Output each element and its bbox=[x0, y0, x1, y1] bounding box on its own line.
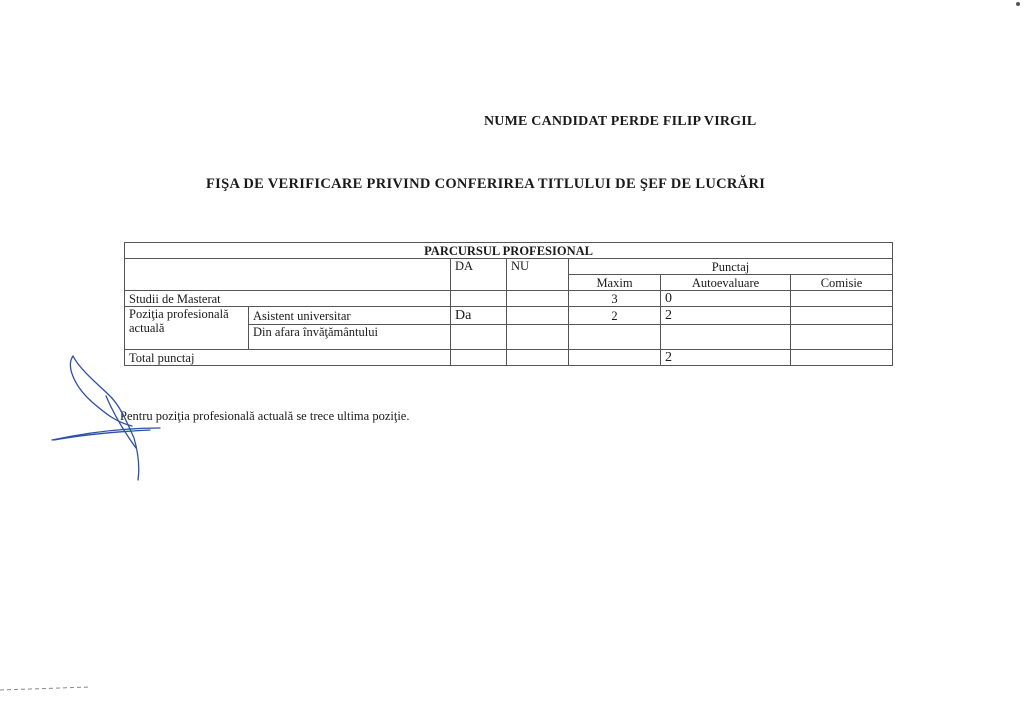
header-autoevaluare: Autoevaluare bbox=[661, 275, 791, 291]
cell-comisie bbox=[791, 291, 893, 307]
cell-autoevaluare bbox=[661, 325, 791, 350]
cell-da: Da bbox=[451, 307, 507, 325]
cell-nu bbox=[507, 350, 569, 366]
row-label: Poziţia profesională actuală bbox=[125, 307, 249, 350]
cell-comisie bbox=[791, 325, 893, 350]
cell-autoevaluare: 0 bbox=[661, 291, 791, 307]
option-label: Asistent universitar bbox=[249, 307, 451, 325]
cell-maxim: 2 bbox=[569, 307, 661, 325]
header-nu: NU bbox=[507, 259, 569, 291]
cell-autoevaluare: 2 bbox=[661, 307, 791, 325]
table-title-row bbox=[125, 243, 893, 259]
header-blank-cell bbox=[125, 259, 451, 291]
cell-da bbox=[451, 291, 507, 307]
footnote: Pentru poziţia profesională actuală se trece ultima poziţie. bbox=[120, 409, 410, 423]
cell-nu bbox=[507, 307, 569, 325]
header-da: DA bbox=[451, 259, 507, 291]
cell-maxim: 3 bbox=[569, 291, 661, 307]
cell-maxim bbox=[569, 325, 661, 350]
cell-comisie bbox=[791, 350, 893, 366]
table-row-total bbox=[125, 350, 893, 366]
scan-speck bbox=[1014, 0, 1022, 10]
handwritten-signature bbox=[40, 352, 180, 487]
row-label: Total punctaj bbox=[125, 350, 451, 366]
cell-autoevaluare: 2 bbox=[661, 350, 791, 366]
form-title: FIŞA DE VERIFICARE PRIVIND CONFERIREA TITLULUI DE ŞEF DE LUCRĂRI bbox=[206, 176, 766, 192]
scan-edge-marks bbox=[0, 684, 110, 696]
header-comisie: Comisie bbox=[791, 275, 893, 291]
table-row-pozitie-1 bbox=[125, 307, 893, 325]
header-maxim: Maxim bbox=[569, 275, 661, 291]
cell-maxim bbox=[569, 350, 661, 366]
candidate-name: NUME CANDIDAT PERDE FILIP VIRGIL bbox=[484, 114, 757, 129]
option-label: Din afara învăţământului bbox=[249, 325, 451, 350]
section-title: PARCURSUL PROFESIONAL bbox=[125, 243, 893, 259]
cell-da bbox=[451, 350, 507, 366]
cell-comisie bbox=[791, 307, 893, 325]
header-punctaj: Punctaj bbox=[569, 259, 893, 275]
cell-nu bbox=[507, 291, 569, 307]
cell-da bbox=[451, 325, 507, 350]
table-header-row bbox=[125, 259, 893, 275]
table-row-masterat bbox=[125, 291, 893, 307]
cell-nu bbox=[507, 325, 569, 350]
row-label: Studii de Masterat bbox=[125, 291, 451, 307]
professional-path-table bbox=[124, 242, 893, 366]
